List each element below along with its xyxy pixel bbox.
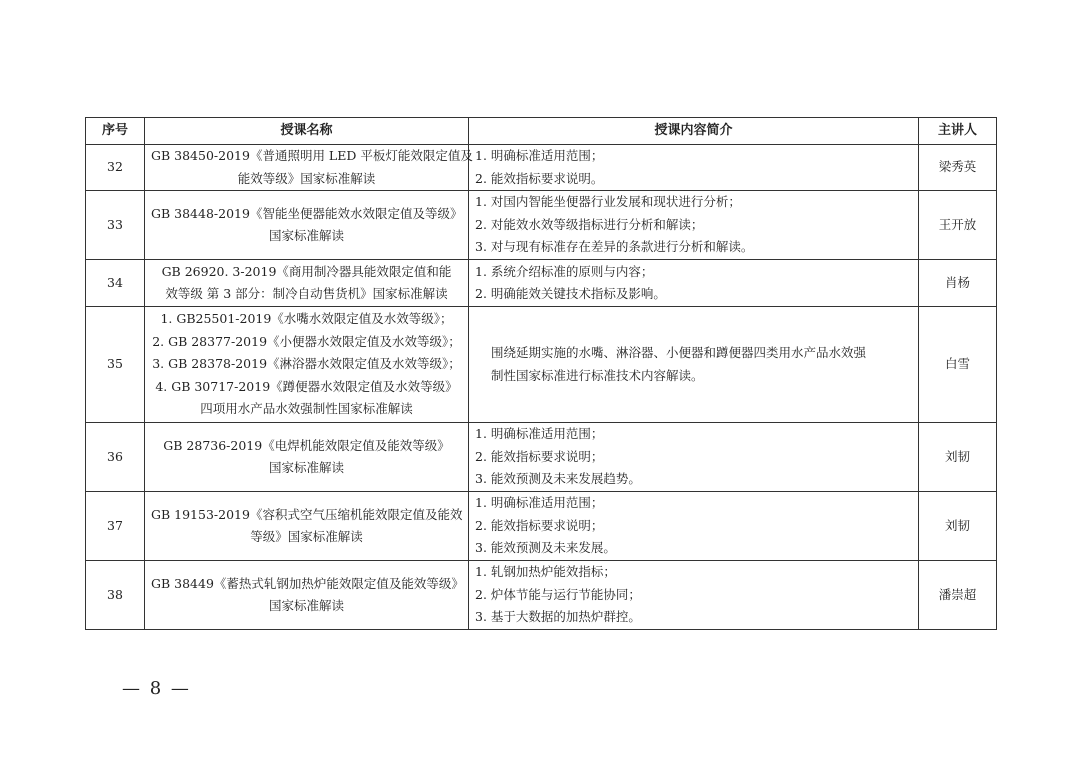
description-line: 2. 明确能效关键技术指标及影响。 [475, 286, 666, 301]
description-line: 3. 能效预测及未来发展。 [475, 540, 616, 556]
course-name-cell [145, 561, 469, 630]
row-number: 35 [86, 307, 145, 423]
description-line: 2. 能效指标要求说明； [475, 517, 604, 533]
description-line: 3. 基于大数据的加热炉群控。 [475, 609, 641, 625]
course-name-line: GB 38448-2019《智能坐便器能效水效限定值及等级》 [151, 205, 463, 221]
table-row [86, 561, 997, 630]
course-name-line: GB 38449《蓄热式轧钢加热炉能效限定值及能效等级》 [151, 575, 464, 591]
course-description-cell [469, 423, 919, 492]
table-header-row [86, 118, 997, 145]
table-row [86, 191, 997, 260]
description-line: 2. 对能效水效等级指标进行分析和解读； [475, 216, 704, 232]
course-name-line: 3. GB 28378-2019《淋浴器水效限定值及水效等级》； [152, 356, 461, 372]
header-course-name: 授课名称 [145, 118, 469, 145]
course-name-line: 国家标准解读 [268, 228, 344, 243]
row-number: 36 [86, 423, 145, 492]
course-description-cell [469, 191, 919, 260]
speaker-cell: 刘韧 [919, 423, 997, 492]
course-description-cell [469, 307, 919, 423]
course-description-cell [469, 260, 919, 307]
description-line: 1. 明确标准适用范围； [475, 148, 604, 163]
course-name-line: GB 28736-2019《电焊机能效限定值及能效等级》 [163, 437, 450, 453]
description-line: 3. 能效预测及未来发展趋势。 [475, 471, 641, 487]
row-number: 32 [86, 145, 145, 191]
description-line: 2. 能效指标要求说明； [475, 448, 604, 464]
description-line: 1. 系统介绍标准的原则与内容； [475, 263, 654, 279]
table-row [86, 260, 997, 307]
header-course-description: 授课内容简介 [469, 118, 919, 145]
course-name-line: GB 38450-2019《普通照明用 LED 平板灯能效限定值及 [151, 148, 473, 163]
description-line: 1. 明确标准适用范围； [475, 426, 604, 442]
row-number: 34 [86, 260, 145, 307]
course-description-cell [469, 492, 919, 561]
table-row [86, 145, 997, 191]
description-line: 2. 炉体节能与运行节能协同； [475, 586, 641, 602]
header-speaker: 主讲人 [919, 118, 997, 145]
course-name-line: GB 19153-2019《容积式空气压缩机能效限定值及能效 [151, 506, 463, 522]
speaker-cell: 白雪 [919, 307, 997, 423]
table-row [86, 307, 997, 423]
speaker-cell: 梁秀英 [919, 145, 997, 191]
course-name-line: 效等级 第 3 部分：制冷自动售货机》国家标准解读 [165, 286, 448, 301]
course-name-line: 4. GB 30717-2019《蹲便器水效限定值及水效等级》 [155, 378, 458, 394]
course-name-cell [145, 307, 469, 423]
course-name-line: 能效等级》国家标准解读 [237, 170, 376, 186]
speaker-cell: 王开放 [919, 191, 997, 260]
course-name-line: 1. GB25501-2019《水嘴水效限定值及水效等级》； [160, 311, 453, 327]
course-name-cell [145, 423, 469, 492]
description-line: 1. 明确标准适用范围； [475, 495, 604, 511]
row-number: 33 [86, 191, 145, 260]
course-name-line: 等级》国家标准解读 [250, 529, 363, 544]
row-number: 38 [86, 561, 145, 630]
page-number: — 8 — [122, 678, 191, 699]
course-name-cell [145, 260, 469, 307]
course-table [85, 117, 997, 630]
course-description-cell [469, 145, 919, 191]
speaker-cell: 刘韧 [919, 492, 997, 561]
speaker-cell: 肖杨 [919, 260, 997, 307]
description-line: 制性国家标准进行标准技术内容解读。 [491, 367, 704, 383]
course-name-line: 2. GB 28377-2019《小便器水效限定值及水效等级》； [152, 333, 461, 349]
description-line: 1. 轧钢加热炉能效指标； [475, 564, 616, 580]
description-line: 2. 能效指标要求说明。 [475, 170, 604, 186]
course-name-line: 国家标准解读 [268, 460, 344, 475]
course-name-cell [145, 191, 469, 260]
description-line: 1. 对国内智能坐便器行业发展和现状进行分析； [475, 194, 741, 210]
course-description-cell [469, 561, 919, 630]
course-name-line: 国家标准解读 [268, 598, 344, 613]
row-number: 37 [86, 492, 145, 561]
speaker-cell: 潘崇超 [919, 561, 997, 630]
course-name-line: 四项用水产品水效强制性国家标准解读 [200, 401, 413, 417]
header-no: 序号 [86, 118, 145, 145]
description-line: 3. 对与现有标准存在差异的条款进行分析和解读。 [475, 239, 754, 255]
course-name-cell [145, 492, 469, 561]
description-line: 围绕延期实施的水嘴、淋浴器、小便器和蹲便器四类用水产品水效强 [491, 345, 867, 360]
table-row [86, 492, 997, 561]
table-row [86, 423, 997, 492]
course-name-line: GB 26920. 3-2019《商用制冷器具能效限定值和能 [161, 263, 452, 279]
course-name-cell [145, 145, 473, 191]
